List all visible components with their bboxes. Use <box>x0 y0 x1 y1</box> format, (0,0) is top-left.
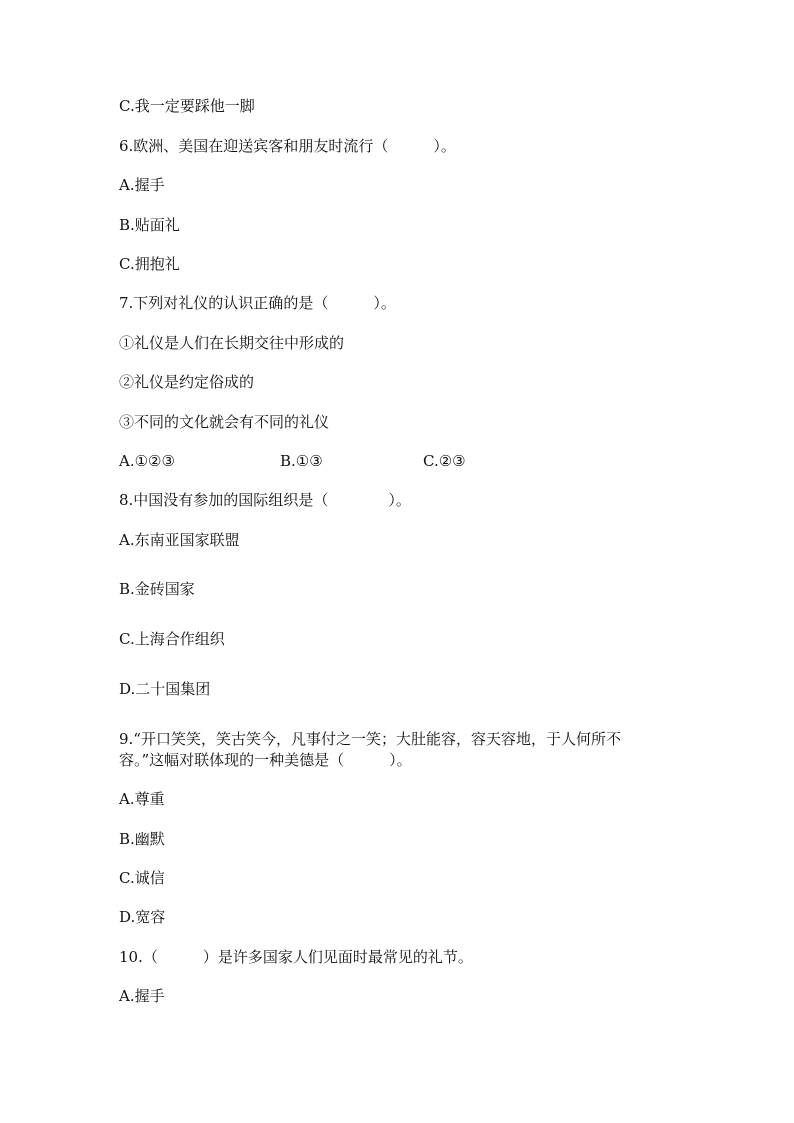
q6-option-a: A.握手 <box>119 176 165 194</box>
q9-option-d: D.宽容 <box>119 908 166 926</box>
q8-option-c: C.上海合作组织 <box>119 630 225 648</box>
q9-option-a: A.尊重 <box>119 790 165 808</box>
q7-option-a: A.①②③ <box>119 452 175 470</box>
q7-statement-3: ③不同的文化就会有不同的礼仪 <box>119 413 330 431</box>
q7-question: 7.下列对礼仪的认识正确的是（ ）。 <box>119 294 396 312</box>
q6-option-c: C.拥抱礼 <box>119 255 180 273</box>
q9-option-c: C.诚信 <box>119 869 165 887</box>
q6-question: 6.欧洲、美国在迎送宾客和朋友时流行（ ）。 <box>119 137 456 155</box>
q10-option-a: A.握手 <box>119 987 165 1005</box>
q7-statement-1: ①礼仪是人们在长期交往中形成的 <box>119 334 345 352</box>
q8-question: 8.中国没有参加的国际组织是（ ）。 <box>119 491 411 509</box>
q8-option-a: A.东南亚国家联盟 <box>119 531 240 549</box>
q7-statement-2: ②礼仪是约定俗成的 <box>119 373 255 391</box>
q9-question-line2: 容。”这幅对联体现的一种美德是（ ）。 <box>119 751 412 769</box>
q9-question-line1: 9.“开口笑笑，笑古笑今，凡事付之一笑；大肚能容，容天容地，于人何所不 <box>119 730 621 748</box>
q9-option-b: B.幽默 <box>119 830 165 848</box>
q10-question: 10.（ ）是许多国家人们见面时最常见的礼节。 <box>119 948 473 966</box>
q6-option-b: B.贴面礼 <box>119 216 180 234</box>
q7-option-c: C.②③ <box>423 452 466 470</box>
q5-option-c: C.我一定要踩他一脚 <box>119 97 255 115</box>
q7-option-b: B.①③ <box>280 452 323 470</box>
q8-option-b: B.金砖国家 <box>119 580 195 598</box>
q8-option-d: D.二十国集团 <box>119 680 211 698</box>
